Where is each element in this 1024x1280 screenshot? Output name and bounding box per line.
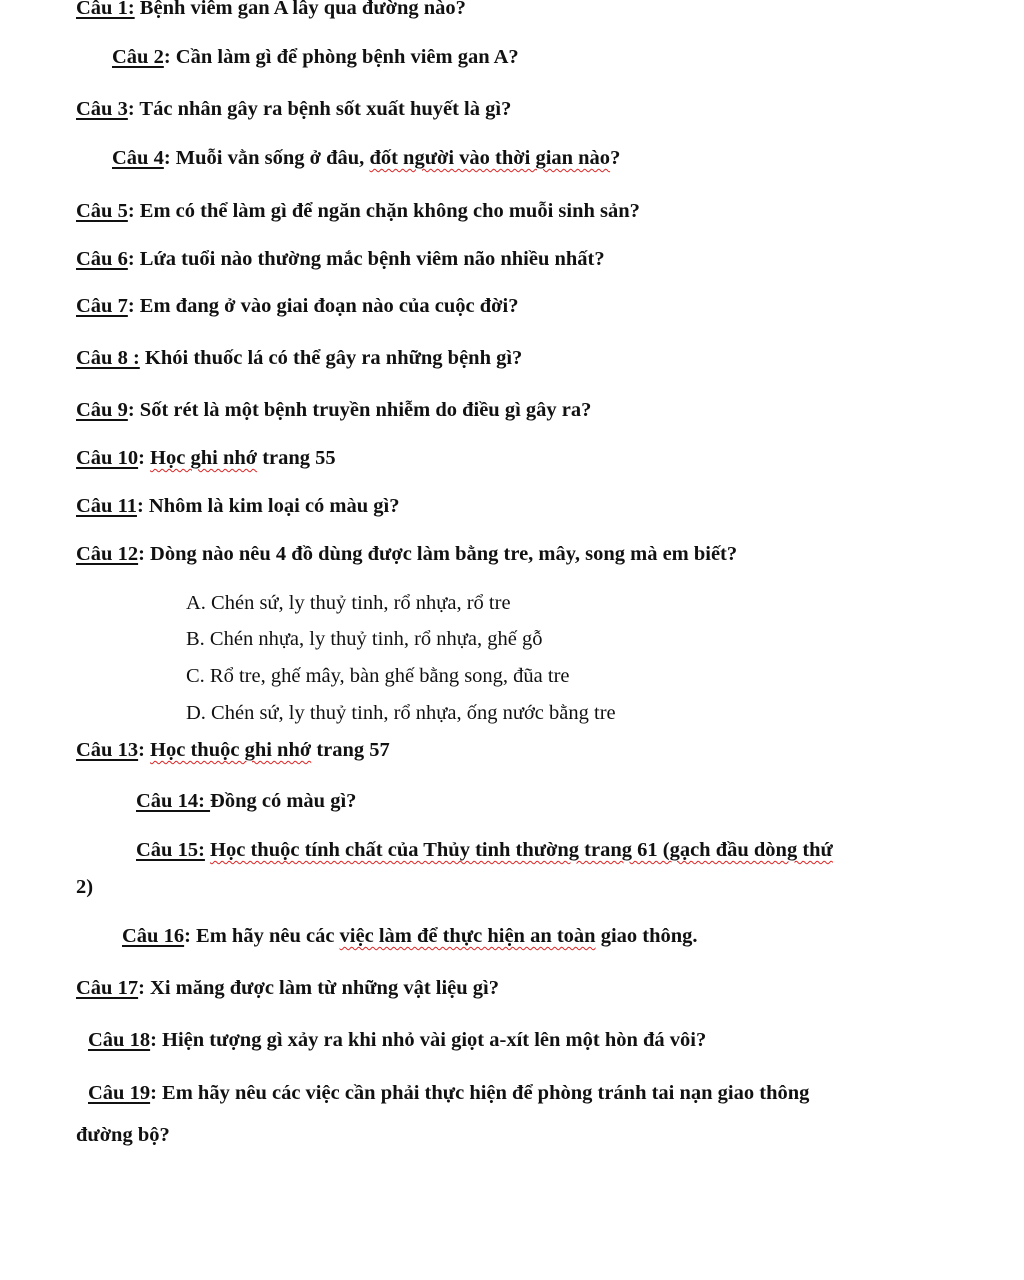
question-17 [76, 976, 499, 1000]
question-15 [136, 838, 833, 862]
question-text: : [138, 739, 151, 761]
spellcheck-text: việc làm để thực hiện an toàn [339, 925, 596, 947]
question-text: : Em hãy nêu các việc cần phải thực hiện để phòng tránh tai nạn giao thông [150, 1082, 810, 1104]
question-text: : Nhôm là kim loại có màu gì? [136, 495, 400, 517]
question-label: Câu 16 [122, 925, 185, 947]
question-label: Câu 6 [76, 248, 128, 270]
question-7 [76, 294, 518, 318]
question-18 [88, 1028, 706, 1052]
question-label: Câu 7 [76, 295, 128, 317]
question-text: Khói thuốc lá có thể gây ra những bệnh gì? [139, 347, 523, 369]
question-text: : Lứa tuổi nào thường mắc bệnh viêm não nhiều nhất? [127, 248, 605, 270]
question-text: : Dòng nào nêu 4 đồ dùng được làm bằng tre, mây, song mà em biết? [138, 543, 738, 565]
question-text: Đồng có màu gì? [210, 790, 357, 812]
question-label: Câu 13 [76, 739, 139, 761]
question-text: : Tác nhân gây ra bệnh sốt xuất huyết là gì? [127, 98, 512, 120]
question-label: Câu 15: [136, 839, 205, 861]
question-2 [112, 45, 519, 69]
q12-option-c: C. Rổ tre, ghế mây, bàn ghế bằng song, đũa tre [186, 665, 570, 687]
question-label: Câu 5 [76, 200, 128, 222]
q12-option-d: D. Chén sứ, ly thuỷ tinh, rổ nhựa, ống nước bằng tre [186, 702, 616, 724]
question-3 [76, 97, 511, 121]
question-label: Câu 19 [88, 1082, 151, 1104]
question-label: Câu 3 [76, 98, 128, 120]
question-text: : Cần làm gì để phòng bệnh viêm gan A? [163, 46, 519, 68]
question-4 [112, 146, 620, 170]
question-9 [76, 398, 591, 422]
question-text: : Hiện tượng gì xảy ra khi nhỏ vài giọt a-xít lên một hòn đá vôi? [150, 1029, 707, 1051]
question-text: : Em có thể làm gì để ngăn chặn không cho muỗi sinh sản? [127, 200, 640, 222]
question-10 [76, 446, 336, 470]
question-12 [76, 542, 737, 566]
question-15-continuation: 2) [76, 876, 94, 898]
question-text: : Muỗi vằn sống ở đâu, [163, 147, 370, 169]
question-label: Câu 11 [76, 495, 137, 517]
question-tail: trang 57 [311, 739, 390, 761]
question-13 [76, 738, 390, 762]
question-label: Câu 9 [76, 399, 128, 421]
question-8 [76, 346, 522, 370]
question-tail: ? [610, 147, 621, 169]
spellcheck-text: Học thuộc tính chất của Thủy tinh thường trang 61 (gạch đầu dòng thứ [210, 839, 833, 861]
question-label: Câu 1: [76, 0, 135, 19]
question-text: Bệnh viêm gan A lây qua đường nào? [134, 0, 466, 19]
question-label: Câu 2 [112, 46, 164, 68]
question-label: Câu 14: [136, 790, 211, 812]
question-text: : Sốt rét là một bệnh truyền nhiễm do điều gì gây ra? [127, 399, 592, 421]
question-tail: trang 55 [257, 447, 336, 469]
q12-option-a: A. Chén sứ, ly thuỷ tinh, rổ nhựa, rổ tre [186, 592, 511, 614]
question-text: : Xi măng được làm từ những vật liệu gì? [138, 977, 499, 999]
spellcheck-text: Học ghi nhớ [150, 447, 258, 469]
question-tail: giao thông. [595, 925, 698, 947]
question-text: : Em đang ở vào giai đoạn nào của cuộc đời? [127, 295, 519, 317]
question-6 [76, 247, 605, 271]
spellcheck-text: Học thuộc ghi nhớ [150, 739, 312, 761]
question-text: : [138, 447, 151, 469]
question-label: Câu 12 [76, 543, 139, 565]
question-14 [136, 789, 356, 813]
question-11 [76, 494, 399, 518]
question-5 [76, 199, 640, 223]
question-label: Câu 17 [76, 977, 139, 999]
spellcheck-text: đốt người vào thời gian nào [369, 147, 611, 169]
question-19 [88, 1081, 809, 1105]
question-label: Câu 10 [76, 447, 139, 469]
question-label: Câu 8 : [76, 347, 140, 369]
question-label: Câu 18 [88, 1029, 151, 1051]
q12-option-b: B. Chén nhựa, ly thuỷ tinh, rổ nhựa, ghế gỗ [186, 628, 543, 650]
question-text: : Em hãy nêu các [184, 925, 340, 947]
question-16 [122, 924, 698, 948]
question-1 [76, 0, 466, 20]
question-label: Câu 4 [112, 147, 164, 169]
question-19-continuation: đường bộ? [76, 1124, 170, 1146]
